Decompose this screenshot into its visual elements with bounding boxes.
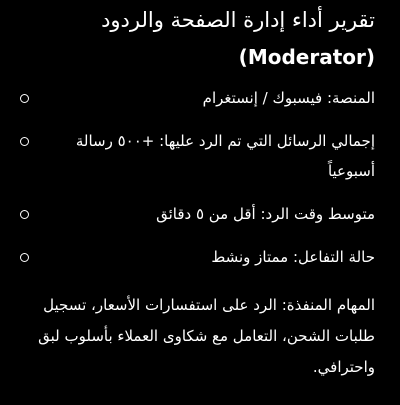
list-item-text: حالة التفاعل: ممتاز ونشط (211, 248, 375, 266)
circle-bullet-icon (20, 253, 29, 262)
list-item-text: متوسط وقت الرد: أقل من ٥ دقائق (156, 205, 375, 223)
list-item-text: المنصة: فيسبوك / إنستغرام (202, 89, 375, 107)
circle-bullet-icon (20, 137, 29, 146)
list-item (16, 83, 375, 113)
report-title (16, 0, 375, 75)
list-item (16, 126, 375, 186)
list-item (16, 199, 375, 229)
report-title-main: تقرير أداء إدارة الصفحة والردود (101, 8, 375, 32)
report-title-role: (Moderator) (238, 45, 375, 69)
list-item-text: إجمالي الرسائل التي تم الرد عليها: +٥٠٠ رسالة أسبوعياً (75, 132, 375, 180)
list-item (16, 242, 375, 272)
tasks-paragraph: المهام المنفذة: الرد على استفسارات الأسعار، تسجيل طلبات الشحن، التعامل مع شكاوى العملاء بأسلوب لبق واحترافي. (38, 296, 375, 376)
circle-bullet-icon (20, 94, 29, 103)
circle-bullet-icon (20, 210, 29, 219)
stats-list (16, 83, 375, 272)
